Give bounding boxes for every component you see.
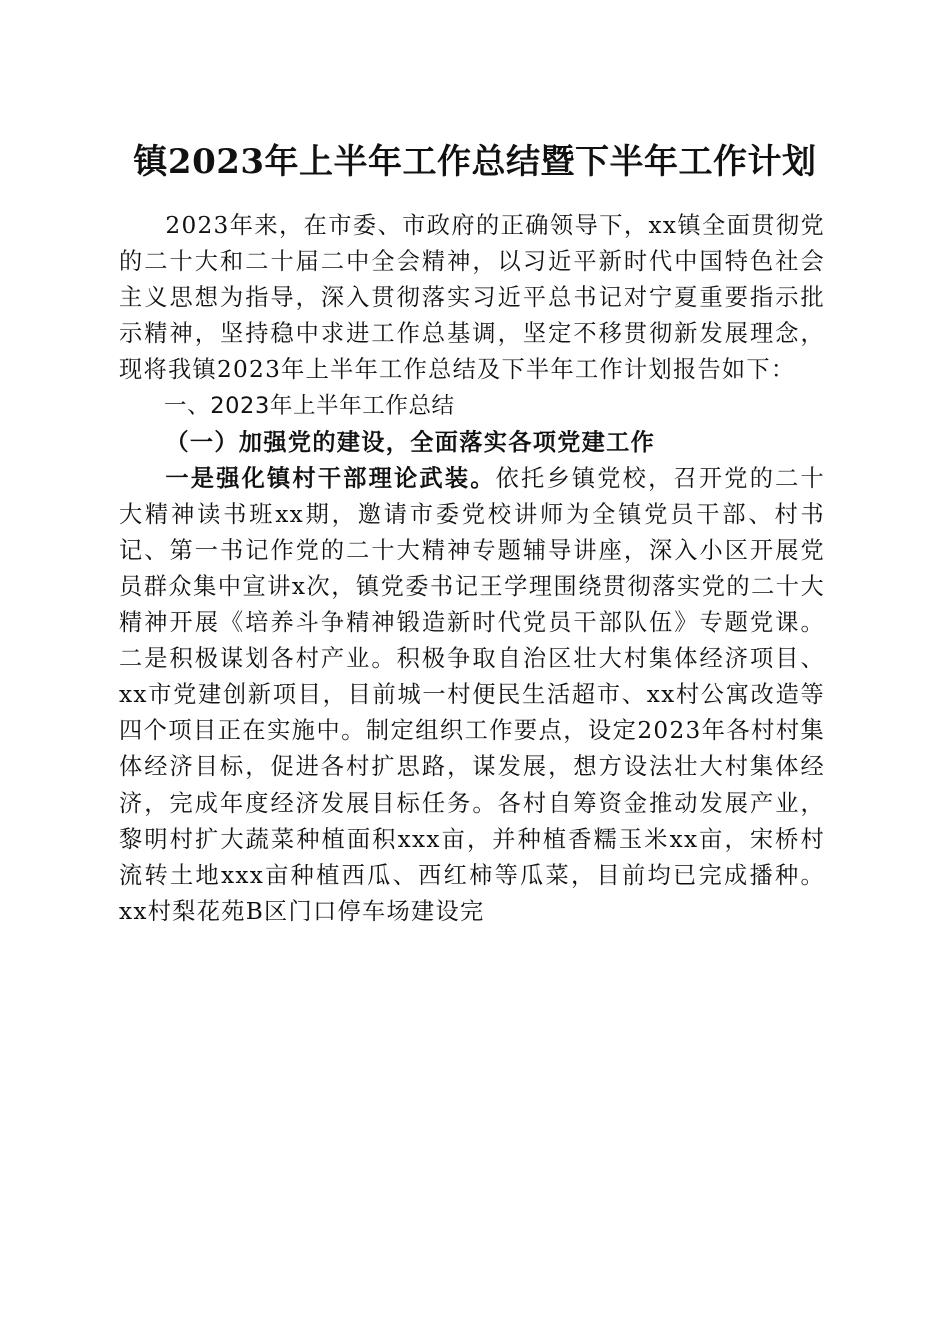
subsection-heading: （一）加强党的建设，全面落实各项党建工作 [165,428,656,456]
intro-paragraph: 2023年来，在市委、市政府的正确领导下，xx镇全面贯彻党的二十大和二十届二中全会精神，以习近平新时代中国特色社会主义思想为指导，深入贯彻落实习近平总书记对宁夏重要指示批示精神，坚持稳中求进工作总基调，坚定不移贯彻新发展理念，现将我镇2023年上半年工作总结及下半年工作计划报告如下： [119,212,825,384]
paragraph-lead: 一是强化镇村干部理论武装。 [165,464,496,492]
body-paragraph [119,461,825,930]
document-body [119,208,825,930]
document-title: 镇2023年上半年工作总结暨下半年工作计划 [133,142,817,182]
paragraph-text: 依托乡镇党校，召开党的二十大精神读书班xx期，邀请市委党校讲师为全镇党员干部、村书记、第一书记作党的二十大精神专题辅导讲座，深入小区开展党员群众集中宣讲x次，镇党委书记王学理围绕贯彻落实党的二十大精神开展《培养斗争精神锻造新时代党员干部队伍》专题党课。二是积极谋划各村产业。积极争取自治区壮大村集体经济项目、xx市党建创新项目，目前城一村便民生活超市、xx村公寓改造等四个项目正在实施中。制定组织工作要点，设定2023年各村村集体经济目标，促进各村扩思路，谋发展，想方设法壮大村集体经济，完成年度经济发展目标任务。各村自筹资金推动发展产业，黎明村扩大蔬菜种植面积xxx亩，并种植香糯玉米xx亩，宋桥村流转土地xxx亩种植西瓜、西红柿等瓜菜，目前均已完成播种。xx村梨花苑B区门口停车场建设完 [119,464,825,925]
section-heading: 一、2023年上半年工作总结 [164,393,455,420]
